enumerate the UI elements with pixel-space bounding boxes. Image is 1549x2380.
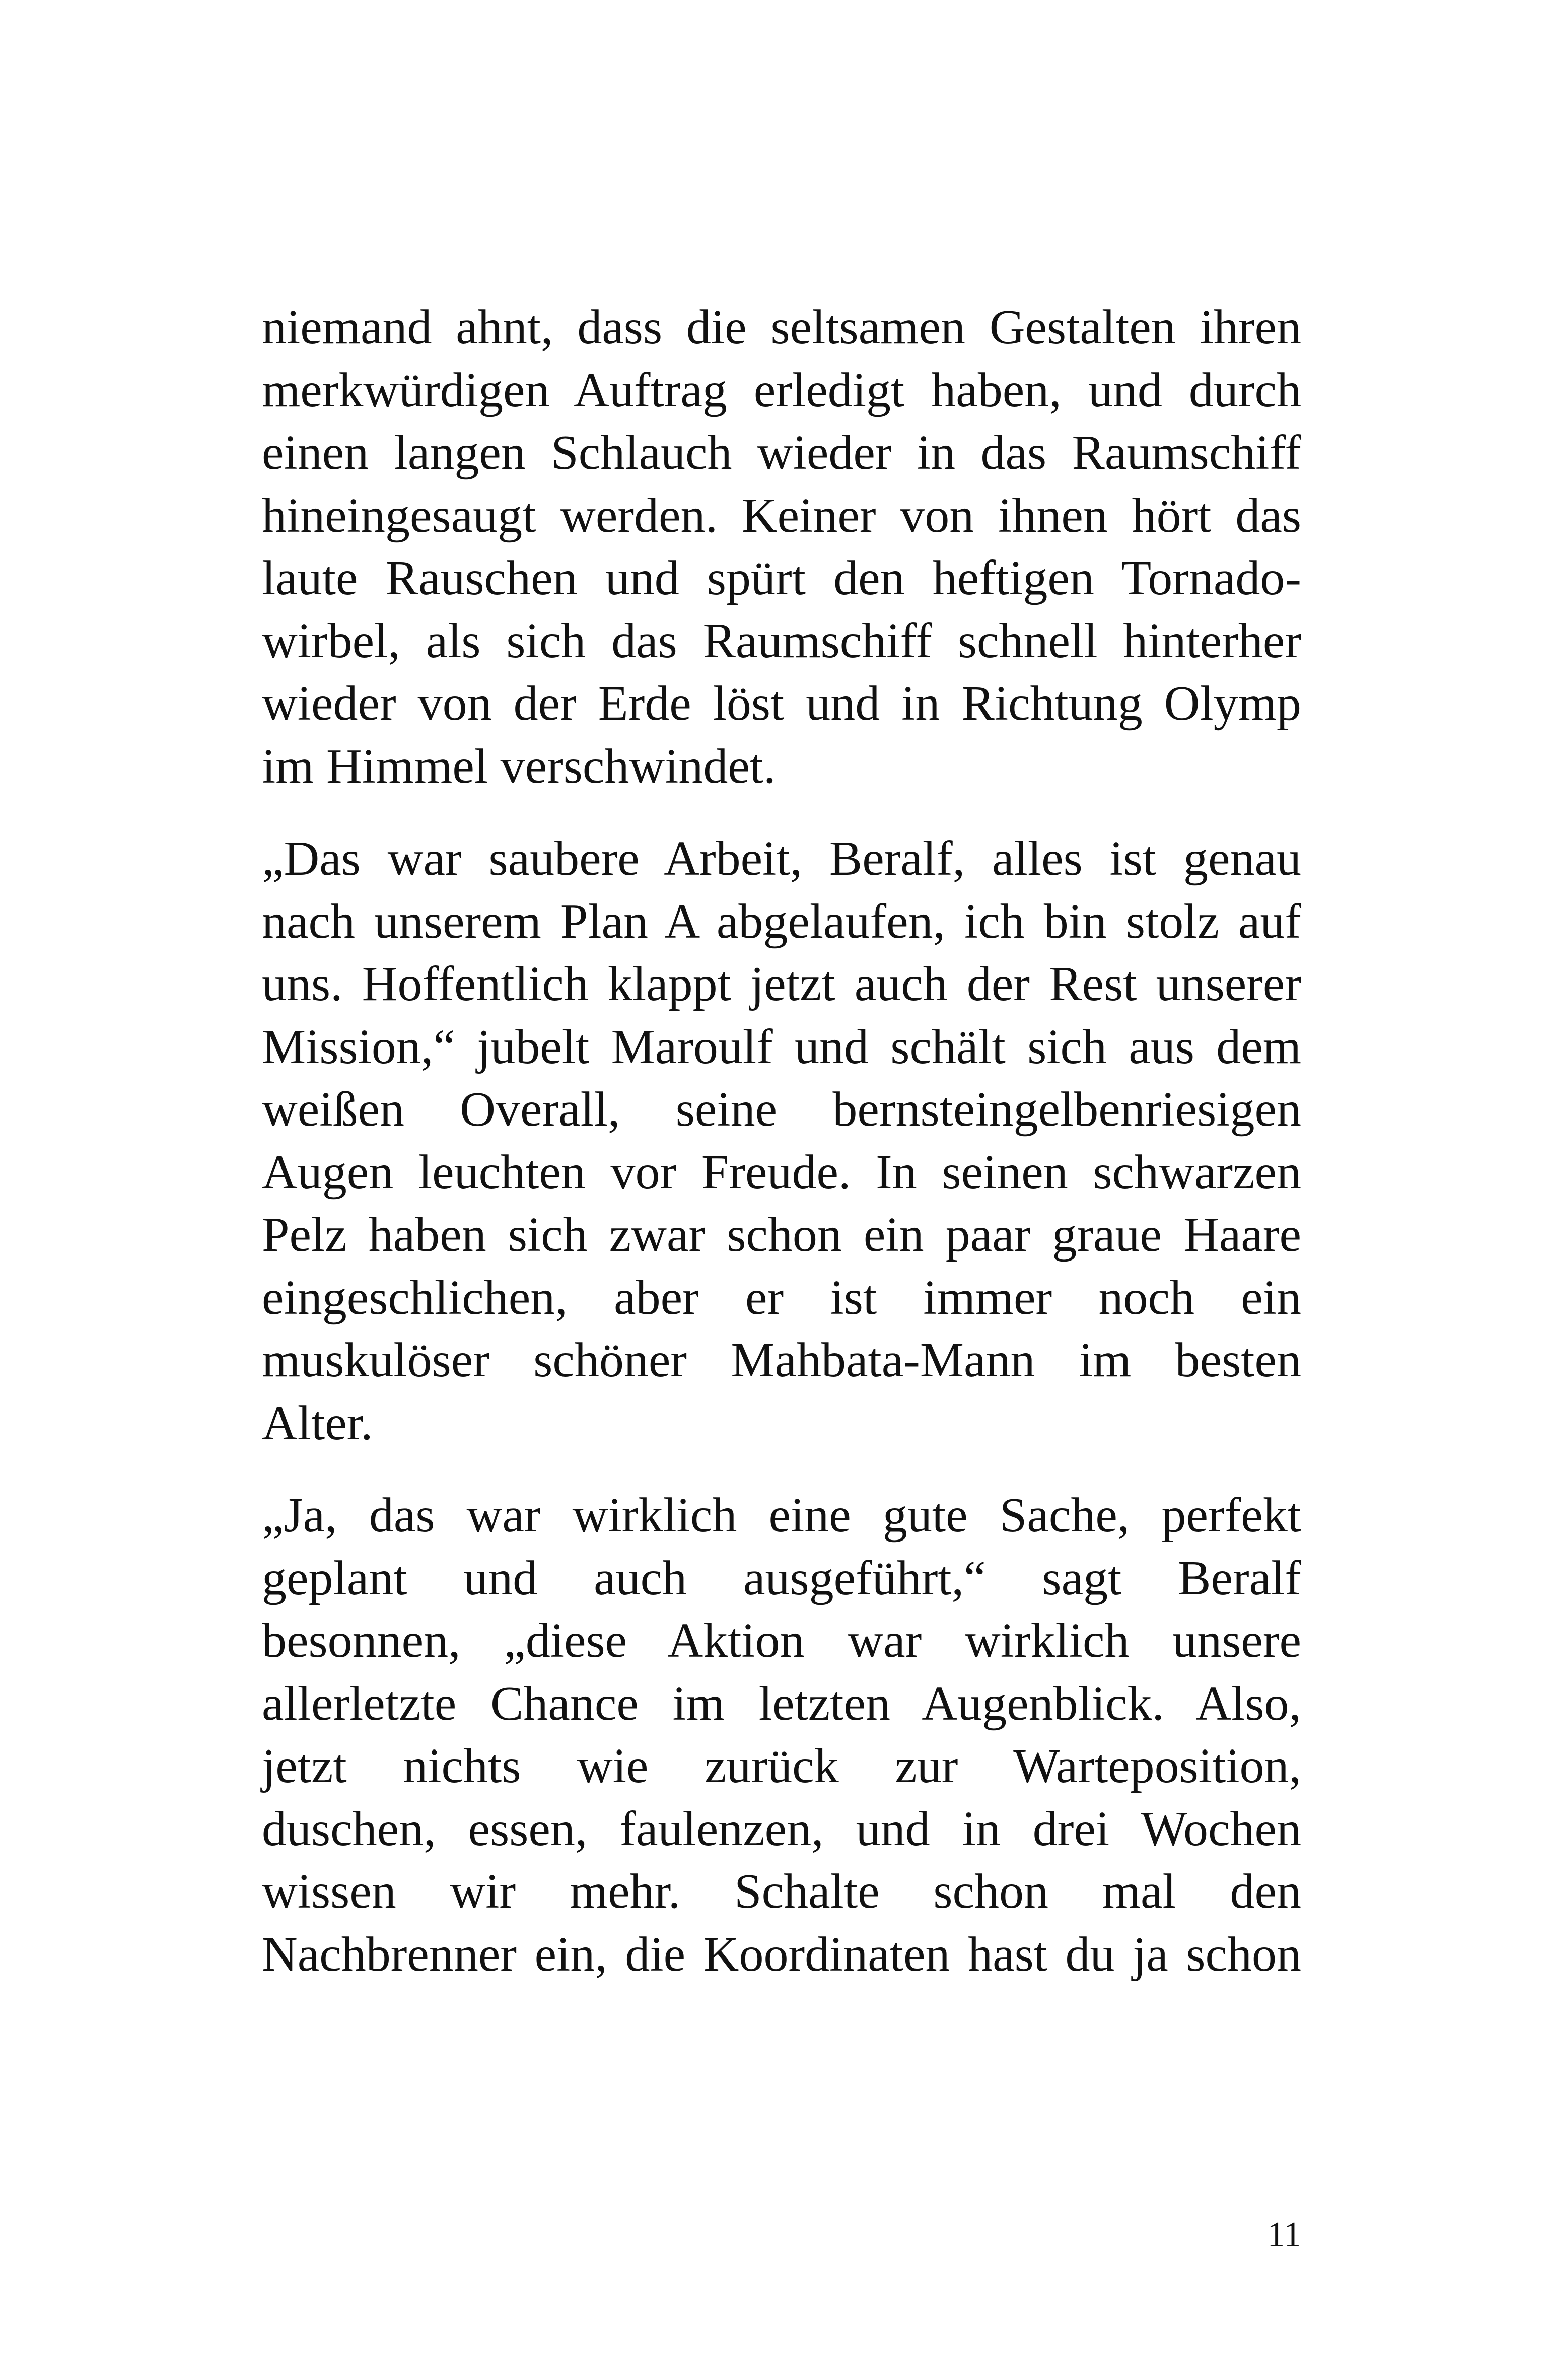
text-line: jetzt nichts wie zurück zur Warteposition, xyxy=(262,1739,1301,1793)
text-line: „Das war saubere Arbeit, Beralf, alles ist genau xyxy=(262,831,1301,886)
text-line: Pelz haben sich zwar schon ein paar graue Haare xyxy=(262,1208,1301,1262)
text-line: muskulöser schöner Mahbata-Mann im besten xyxy=(262,1333,1301,1387)
paragraph-1 xyxy=(262,296,1301,798)
text-line: geplant und auch ausgeführt,“ sagt Beralf xyxy=(262,1551,1301,1605)
text-line: uns. Hoffentlich klappt jetzt auch der Rest unserer xyxy=(262,957,1301,1011)
text-line: laute Rauschen und spürt den heftigen Tornado- xyxy=(262,551,1301,605)
text-line: weißen Overall, seine bernsteingelbenriesigen xyxy=(262,1082,1301,1137)
text-line: nach unserem Plan A abgelaufen, ich bin stolz auf xyxy=(262,894,1301,949)
text-line: hineingesaugt werden. Keiner von ihnen hört das xyxy=(262,488,1301,543)
text-line: Nachbrenner ein, die Koordinaten hast du ja schon xyxy=(262,1927,1301,1982)
text-line: niemand ahnt, dass die seltsamen Gestalten ihren xyxy=(262,300,1301,355)
text-line: im Himmel verschwindet. xyxy=(262,739,776,794)
text-line: wirbel, als sich das Raumschiff schnell hinterher xyxy=(262,613,1301,668)
body-text xyxy=(262,296,1301,1986)
text-line: „Ja, das war wirklich eine gute Sache, perfekt xyxy=(262,1488,1301,1543)
text-line: Augen leuchten vor Freude. In seinen schwarzen xyxy=(262,1145,1301,1200)
text-line: Alter. xyxy=(262,1395,373,1450)
paragraph-3 xyxy=(262,1484,1301,1986)
text-line: wissen wir mehr. Schalte schon mal den xyxy=(262,1864,1301,1919)
text-line: einen langen Schlauch wieder in das Raumschiff xyxy=(262,426,1301,480)
text-line: eingeschlichen, aber er ist immer noch ein xyxy=(262,1270,1301,1325)
text-line: besonnen, „diese Aktion war wirklich unsere xyxy=(262,1614,1301,1668)
text-line: duschen, essen, faulenzen, und in drei Wochen xyxy=(262,1801,1301,1856)
paragraph-2 xyxy=(262,827,1301,1454)
text-line: allerletzte Chance im letzten Augenblick. Also, xyxy=(262,1676,1301,1731)
text-line: wieder von der Erde löst und in Richtung Olymp xyxy=(262,676,1301,731)
page-number: 11 xyxy=(1267,2215,1301,2254)
text-line: Mission,“ jubelt Maroulf und schält sich aus dem xyxy=(262,1019,1301,1074)
text-line: merkwürdigen Auftrag erledigt haben, und durch xyxy=(262,363,1301,417)
